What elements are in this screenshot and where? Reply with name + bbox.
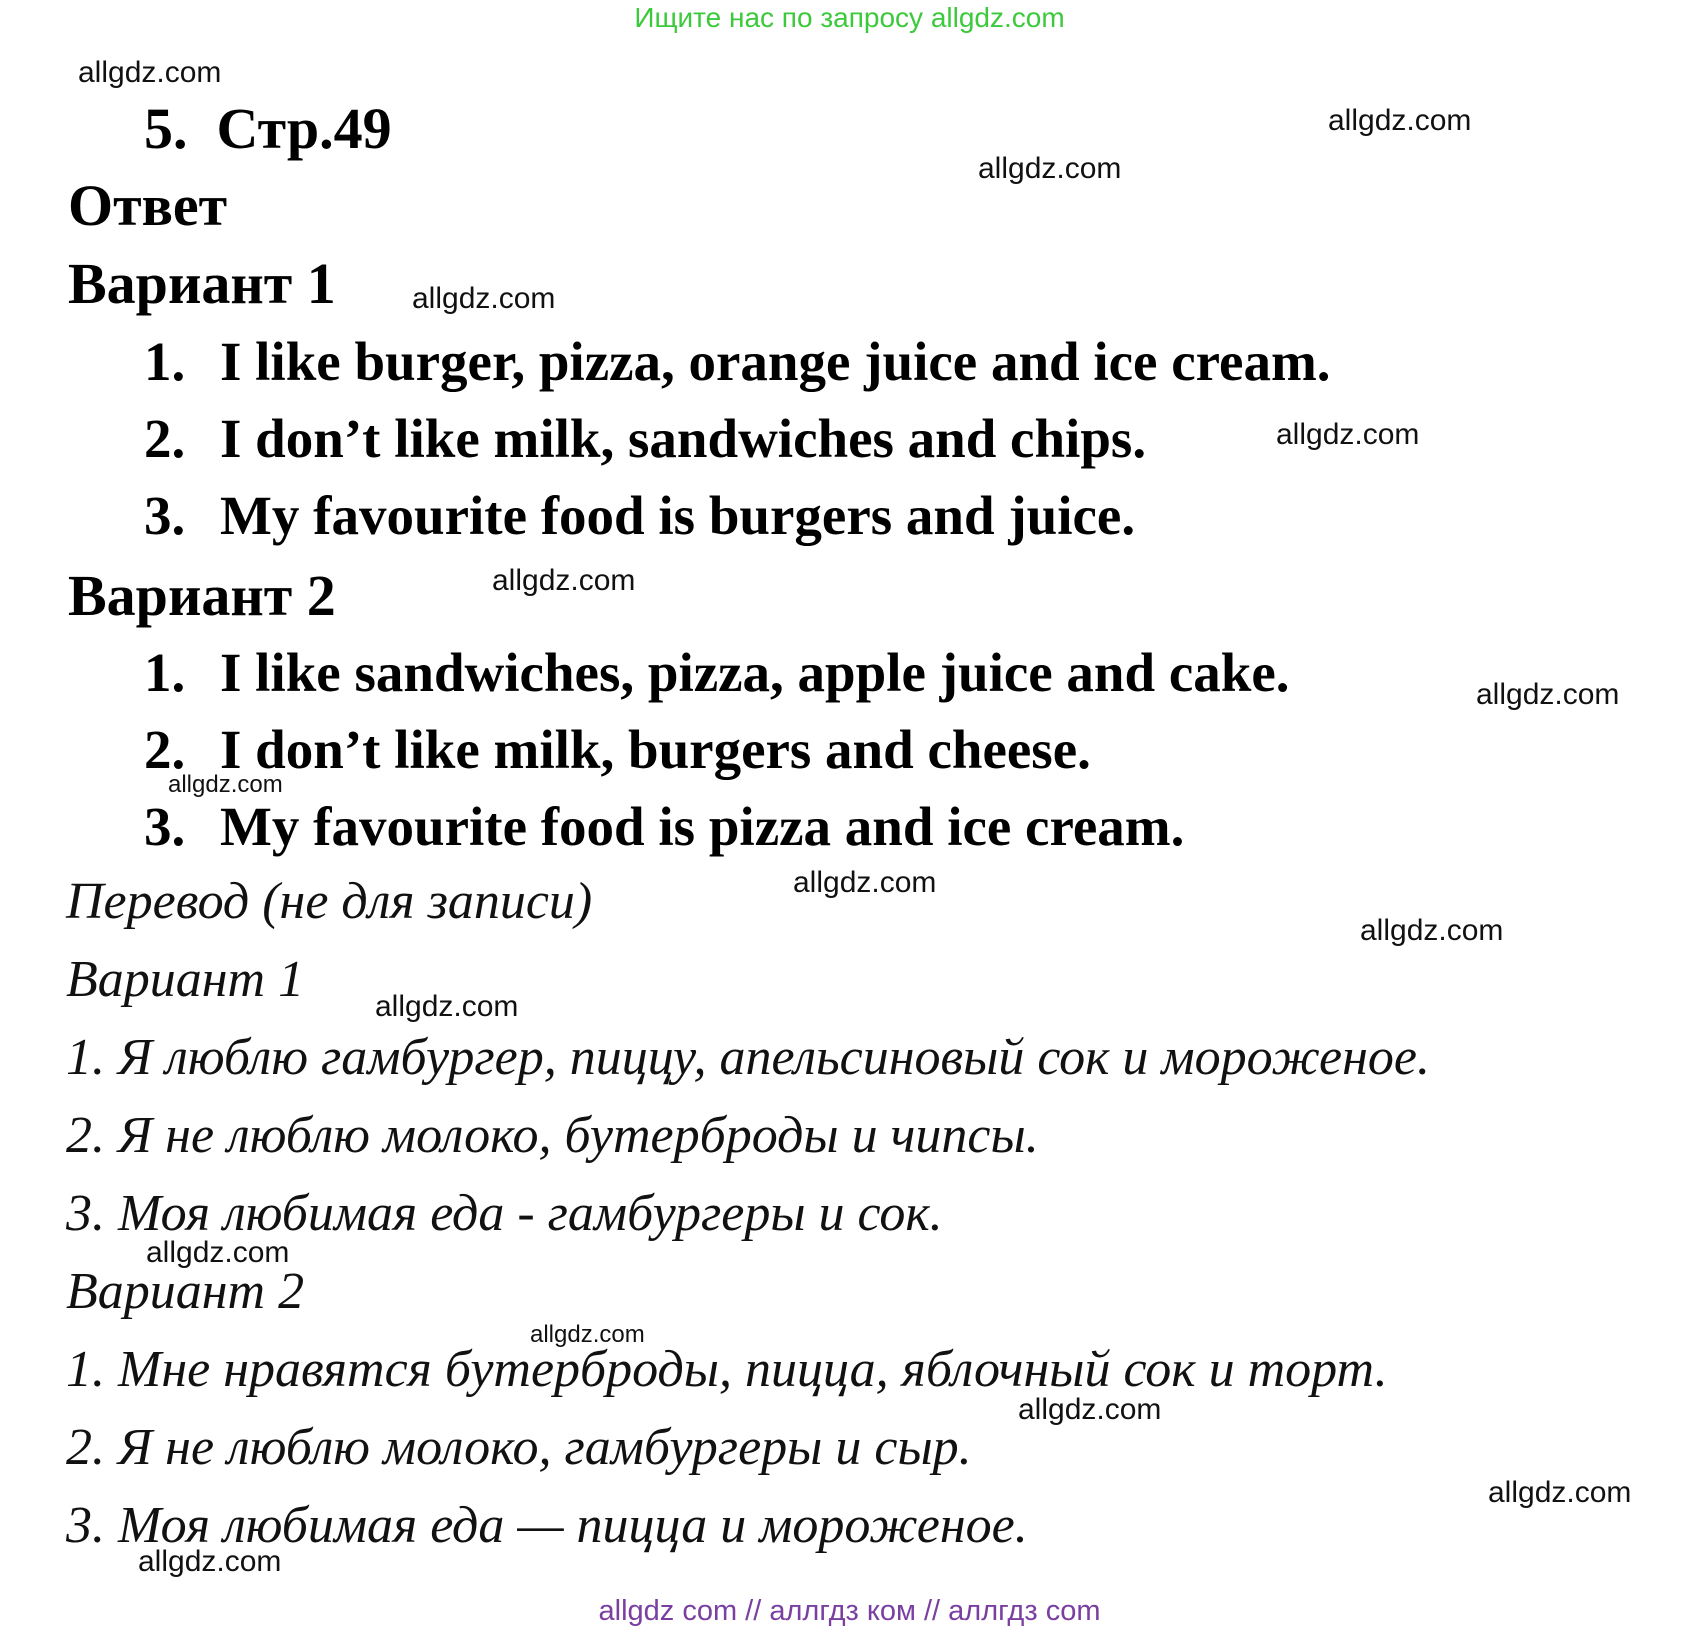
- exercise-page: Стр.49: [216, 96, 392, 161]
- watermark: allgdz.com: [1360, 914, 1504, 947]
- variant2-title: Вариант 2: [68, 563, 336, 628]
- watermark: allgdz.com: [793, 866, 937, 899]
- watermark: allgdz.com: [375, 990, 519, 1023]
- variant1-item-1: 1. I like burger, pizza, orange juice and ice cream.: [144, 331, 1331, 392]
- translation-v1-line-2: 2. Я не люблю молоко, бутерброды и чипсы.: [66, 1107, 1039, 1164]
- watermark: allgdz.com: [1476, 678, 1620, 711]
- variant2-item-2: 2. I don’t like milk, burgers and cheese.: [144, 719, 1091, 780]
- translation-v1-line-3: 3. Моя любимая еда - гамбургеры и сок.: [66, 1185, 943, 1242]
- variant1-title: Вариант 1: [68, 251, 336, 316]
- translation-title: Перевод (не для записи): [66, 873, 593, 930]
- top-banner[interactable]: Ищите нас по запросу allgdz.com: [634, 2, 1065, 33]
- translation-variant1-title: Вариант 1: [66, 951, 305, 1008]
- variant2-item-1: 1. I like sandwiches, pizza, apple juice and cake.: [144, 642, 1290, 703]
- watermark: allgdz.com: [146, 1236, 290, 1269]
- translation-v2-line-1: 1. Мне нравятся бутерброды, пицца, яблочный сок и торт.: [66, 1341, 1388, 1398]
- translation-v1-line-1: 1. Я люблю гамбургер, пиццу, апельсиновый сок и мороженое.: [66, 1029, 1430, 1086]
- exercise-heading: [144, 95, 392, 162]
- translation-v2-line-3: 3. Моя любимая еда — пицца и мороженое.: [66, 1497, 1028, 1554]
- watermark: allgdz.com: [530, 1321, 645, 1348]
- footer-links[interactable]: allgdz com // аллгдз ком // аллгдз com: [598, 1595, 1101, 1627]
- watermark: allgdz.com: [492, 564, 636, 597]
- watermark: allgdz.com: [1488, 1476, 1632, 1509]
- variant1-item-3: 3. My favourite food is burgers and juice.: [144, 485, 1136, 546]
- variant2-item-3: 3. My favourite food is pizza and ice cream.: [144, 796, 1185, 857]
- watermark: allgdz.com: [412, 282, 556, 315]
- answer-label: Ответ: [68, 173, 228, 238]
- watermark: allgdz.com: [168, 771, 283, 798]
- watermark: allgdz.com: [78, 56, 222, 89]
- watermark: allgdz.com: [1276, 418, 1420, 451]
- translation-variant2-title: Вариант 2: [66, 1263, 305, 1320]
- exercise-number: 5.: [144, 96, 188, 161]
- watermark: allgdz.com: [1328, 104, 1472, 137]
- watermark: allgdz.com: [978, 152, 1122, 185]
- watermark: allgdz.com: [138, 1545, 282, 1578]
- translation-v2-line-2: 2. Я не люблю молоко, гамбургеры и сыр.: [66, 1419, 972, 1476]
- variant1-item-2: 2. I don’t like milk, sandwiches and chips.: [144, 408, 1147, 469]
- watermark: allgdz.com: [1018, 1393, 1162, 1426]
